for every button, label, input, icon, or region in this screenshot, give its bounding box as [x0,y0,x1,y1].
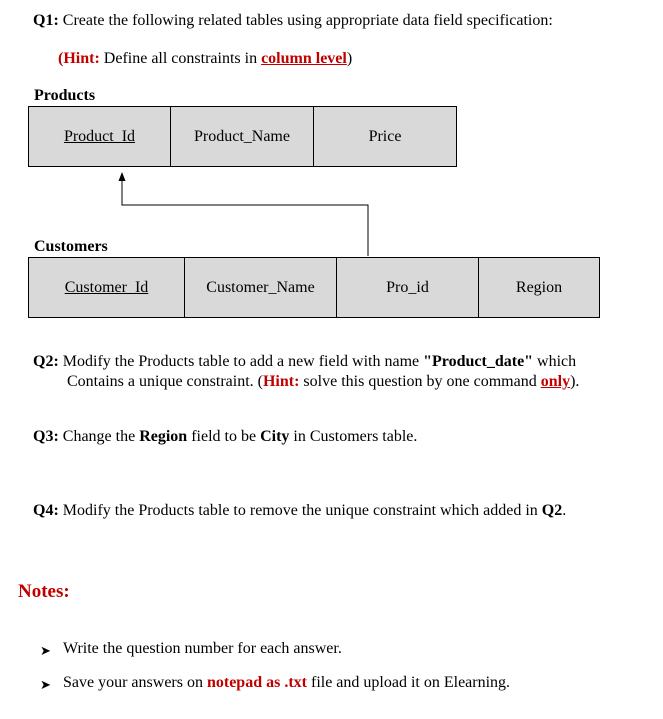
notes-item-2 [63,674,510,692]
q4-number: Q4: [33,502,59,519]
q3-text-b: field to be [187,428,261,445]
q3-text-c: in Customers table. [289,428,418,445]
q4-line [33,502,566,520]
q2-line2 [67,373,579,391]
q2-text-b: which [533,353,577,370]
q3-new-name: City [260,428,290,445]
customers-col-label: Pro_id [386,278,429,296]
q2-text-a: Modify the Products table to add a new field with name [58,353,424,370]
notes-item-2-a: Save your answers on [63,674,207,691]
q3-number: Q3: [33,428,59,445]
products-col-label: Product_Id [63,127,136,145]
notes-title: Notes: [18,581,70,602]
q2-number: Q2: [33,353,59,370]
q1-text: Create the following related tables using appropriate data field specification: [62,12,553,29]
q2-line1 [33,353,576,371]
customers-title: Customers [34,238,108,255]
q3-text-a: Change the [58,428,140,445]
q1-hint-label: Hint: [63,50,100,67]
customers-col-region [478,257,600,318]
q2-line2-end: ). [570,373,580,390]
q1-hint-open: ( [58,50,64,67]
q3-field: Region [139,428,188,445]
q2-hint-text: solve this question by one command [299,373,541,390]
q4-ref: Q2 [541,502,563,519]
arrow-bullet-icon: ➤ [40,677,51,692]
q2-hint-only: only [540,373,571,390]
customers-col-label: Region [515,278,563,296]
q1-hint-link: column level [261,50,347,67]
notes-item-2-red: notepad as .txt [206,674,307,691]
q2-line2-a: Contains a unique constraint. ( [67,373,263,390]
q1-number: Q1: [33,12,59,29]
notes-item-1: Write the question number for each answer. [63,640,342,657]
notes-item-2-b: file and upload it on Elearning. [306,674,511,691]
products-col-label: Product_Name [194,127,290,145]
customers-col-label: Customer_Name [206,278,315,296]
q3-line [33,428,417,446]
arrow-bullet-icon: ➤ [40,643,51,658]
q2-hint-label: Hint: [262,373,300,390]
customers-col-pro-id [336,257,479,318]
q2-field: "Product_date" [423,353,534,370]
q1-hint-text: Define all constraints in [99,50,262,67]
q1-hint-close: ) [346,50,353,67]
products-col-label: Price [368,127,402,145]
q4-end: . [562,502,567,519]
q4-text: Modify the Products table to remove the unique constraint which added in [58,502,542,519]
customers-col-customer-id [28,257,185,318]
products-title: Products [34,87,96,104]
customers-col-label: Customer_Id [64,278,149,296]
customers-col-customer-name [184,257,337,318]
